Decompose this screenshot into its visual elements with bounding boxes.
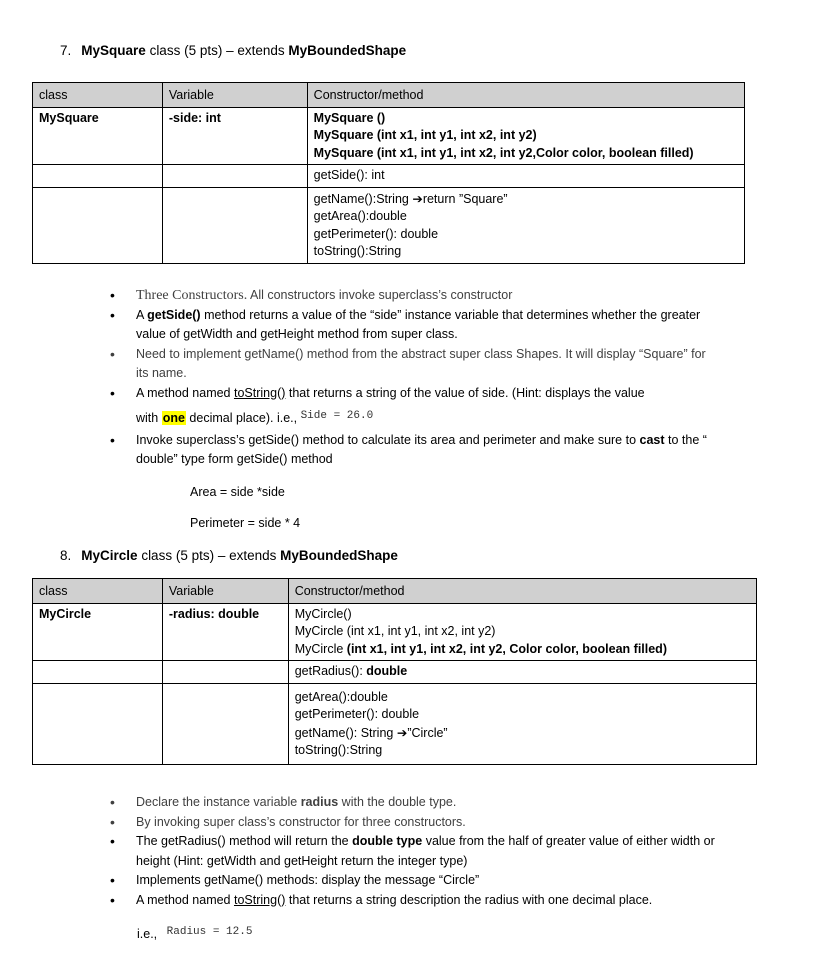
constructor-text: MyCircle [294,641,347,656]
list-item [108,286,708,306]
method-text: getName():String [313,191,413,206]
table-row [33,107,745,165]
bullet-underline: toString() [233,385,286,400]
section-8-bullets [108,793,720,910]
radius-example [137,927,252,942]
table-header-row [33,579,757,604]
method-line: getPerimeter(): double [313,226,439,241]
method-line [295,724,750,743]
empty-cell [33,661,163,684]
constructor-line: MySquare (int x1, int y1, int x2, int y2) [313,128,537,142]
class-name: MySquare [81,43,146,58]
bullet-text: Invoke superclass’s getSide() method to calculate its area and perimeter and make sure to [136,432,640,447]
example-label: i.e., [137,927,158,941]
bullet-text: with [136,411,162,425]
method-text: return ”Square” [422,191,508,206]
getter-type: double [366,664,408,678]
list-item [108,793,720,813]
variable-cell: -radius: double [162,603,288,661]
section-meta: class (5 pts) – extends [149,43,285,58]
empty-cell [162,683,288,764]
method-line: getArea():double [294,689,388,704]
constructor-line: MyCircle() [294,606,352,621]
bullet-text: value from the half of greater value of either width or height (Hint: getWidth and getHeight return the integer type) [136,834,715,868]
perimeter-formula: Perimeter = side * 4 [190,516,301,530]
bullet-bold: cast [639,432,665,447]
getter-cell: getSide(): int [307,165,744,188]
arrow-icon: ➔ [396,724,408,740]
list-item: • By invoking super class’s constructor for three constructors. [108,813,720,833]
header-constructor-method: Constructor/method [307,83,744,108]
table-row [33,661,757,684]
example-output: Radius = 12.5 [166,926,253,938]
example-output: Side = 26.0 [300,410,374,422]
bullet-text: Declare the instance variable [136,795,301,809]
list-item [108,832,720,871]
class-cell: MySquare [33,107,163,165]
header-class: class [33,83,163,108]
section-number: 8. [60,548,72,563]
bullet-bold: radius [300,795,339,809]
table-header-row [33,83,745,108]
bullet-text: that returns a string description the radius with one decimal place. [285,892,653,907]
highlighted-word: one [162,411,185,425]
bullet-text: with the double type. [338,795,457,809]
area-formula: Area = side *side [190,485,285,499]
table-row [33,187,745,263]
table-row [33,603,757,661]
bullet-text: The getRadius() method will return the [136,834,353,848]
constructors-cell [288,603,756,661]
class-cell: MyCircle [33,603,163,661]
getter-cell [288,661,756,684]
empty-cell [33,165,163,188]
list-item [108,431,708,470]
empty-cell [162,661,288,684]
header-variable: Variable [162,83,307,108]
class-name: MyCircle [81,548,138,563]
constructors-cell [307,107,744,165]
variable-cell: -side: int [162,107,307,165]
bullet-bold: double type [352,834,423,848]
list-item [108,384,708,431]
parent-class: MyBoundedShape [280,548,398,563]
bullet-text: Three Constructors. [136,288,248,303]
bullet-text: decimal place). i.e., [185,411,301,425]
constructor-line: MySquare () [313,110,386,125]
method-text: ”Circle” [407,725,448,740]
method-line [314,190,738,209]
empty-cell [162,165,307,188]
list-item: • Implements getName() methods: display the message “Circle” [108,871,720,891]
parent-class: MyBoundedShape [288,43,407,58]
method-line: getPerimeter(): double [294,707,420,721]
constructor-params: (int x1, int y1, int x2, int y2, Color color, boolean filled) [346,641,667,656]
mycircle-spec-table [32,578,757,765]
table-row [33,683,757,764]
header-constructor-method: Constructor/method [288,579,756,604]
methods-cell [307,187,744,263]
bullet-text: to the “ double” type form getSide() method [136,432,707,466]
section-8-heading [60,548,398,563]
method-line: getArea():double [313,209,407,223]
bullet-text: that returns a string of the value of side. (Hint: displays the value [285,385,645,400]
table-row [33,165,745,188]
method-line: toString():String [294,743,383,757]
bullet-text: A method named [136,892,234,907]
bullet-text: A method named [136,385,234,400]
mysquare-spec-table [32,82,745,264]
section-number: 7. [60,43,72,58]
header-class: class [33,579,163,604]
empty-cell [33,683,163,764]
bullet-underline: toString() [233,892,286,907]
bullet-continuation [136,409,708,431]
bullet-text: method returns a value of the “side” instance variable that determines whether the greater value of getWidth and getHeight method from super class. [136,307,701,341]
constructor-line [295,641,750,659]
list-item [108,891,720,911]
list-item: • Need to implement getName() method from the abstract super class Shapes. It will display “Square” for its name. [108,345,708,384]
constructor-line: MySquare (int x1, int y1, int x2, int y2,Color color, boolean filled) [313,145,694,160]
methods-cell [288,683,756,764]
bullet-text: A [136,307,148,322]
method-text: getName(): String [294,725,397,740]
getter-text: getRadius(): [294,664,367,678]
section-7-heading [60,43,406,58]
bullet-bold: getSide() [147,307,201,322]
section-meta: class (5 pts) – extends [141,548,277,563]
list-item [108,306,708,345]
constructor-line: MyCircle (int x1, int y1, int x2, int y2) [294,624,496,638]
bullet-text: All constructors invoke superclass’s constructor [247,288,513,302]
empty-cell [33,187,163,263]
method-line: toString():String [313,244,402,258]
section-7-bullets [108,286,708,470]
arrow-icon: ➔ [412,190,423,206]
empty-cell [162,187,307,263]
header-variable: Variable [162,579,288,604]
